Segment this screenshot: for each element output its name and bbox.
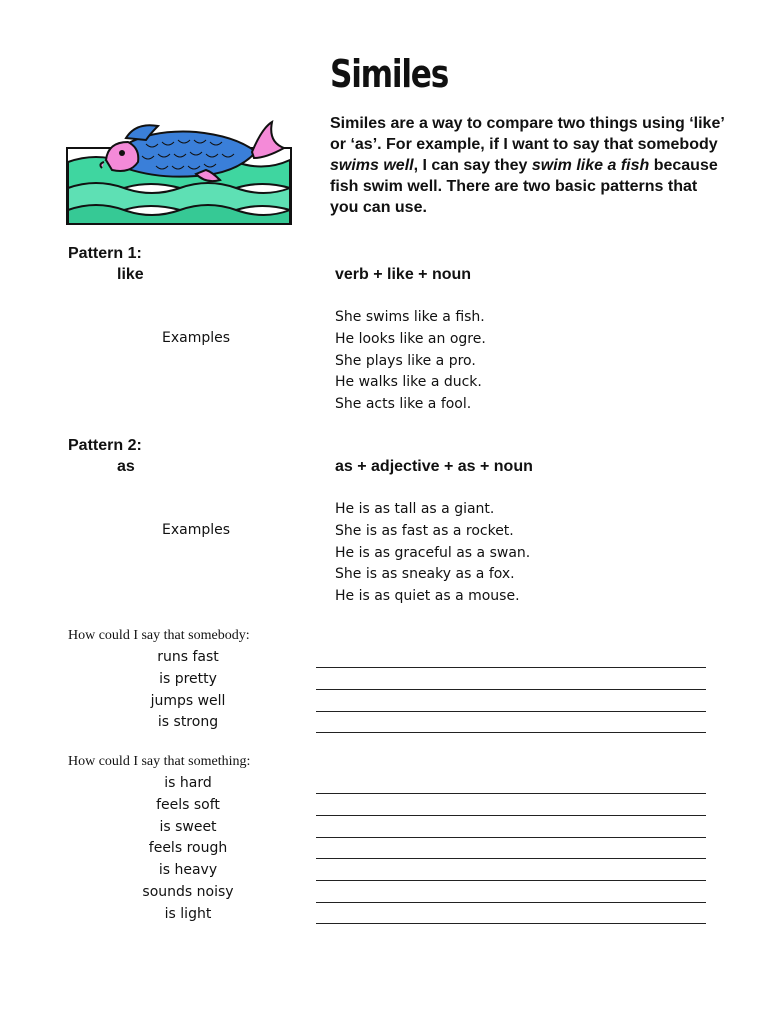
pattern1-examples-list (335, 307, 486, 416)
exercise-item: is light (164, 905, 212, 922)
exercise-item: is hard (164, 775, 212, 791)
answer-line[interactable] (316, 667, 706, 668)
pattern1-formula: verb + like + noun (335, 266, 472, 283)
example-sentence: He is as quiet as a mouse. (335, 588, 520, 605)
intro-paragraph (330, 113, 730, 218)
pattern2-formula: as + adjective + as + noun (335, 458, 533, 475)
example-sentence: She is as sneaky as a fox. (335, 566, 515, 583)
pattern2-keyword: as (117, 458, 135, 475)
answer-line[interactable] (316, 732, 706, 733)
answer-line[interactable] (316, 793, 706, 794)
answer-line[interactable] (316, 711, 706, 712)
exercise-item: runs fast (157, 649, 219, 665)
pattern1-heading: Pattern 1: (68, 245, 142, 262)
pattern1-keyword: like (117, 266, 144, 283)
example-sentence: She swims like a fish. (335, 309, 485, 325)
answer-line[interactable] (316, 815, 706, 816)
example-sentence: He walks like a duck. (335, 374, 482, 391)
exercise-item: is sweet (159, 818, 217, 835)
pattern2-examples-list (335, 499, 530, 608)
pattern2-examples-label: Examples (162, 522, 231, 538)
exercise1-items (68, 647, 308, 734)
page-title: Similes (330, 52, 449, 96)
pattern1-examples-label: Examples (162, 330, 231, 346)
example-sentence: He is as tall as a giant. (335, 501, 495, 517)
answer-line[interactable] (316, 689, 706, 690)
intro-text-3: because fish swim well. There are two basic patterns that you can use. (330, 157, 718, 216)
exercise-item: is heavy (158, 862, 218, 879)
exercise1-prompt: How could I say that somebody: (68, 628, 250, 643)
exercise-item: jumps well (150, 692, 226, 709)
intro-text-1: Similes are a way to compare two things using ‘like’ or ‘as’. For example, if I want to say that somebody (330, 115, 724, 153)
answer-line[interactable] (316, 923, 706, 924)
exercise-item: feels rough (148, 840, 228, 857)
intro-text-2: , I can say they (413, 157, 532, 174)
answer-line[interactable] (316, 902, 706, 903)
intro-italic-2: swim like a fish (531, 157, 650, 174)
example-sentence: He looks like an ogre. (335, 330, 486, 347)
example-sentence: She plays like a pro. (335, 352, 476, 369)
example-sentence: She acts like a fool. (335, 396, 472, 413)
intro-italic-1: swims well (330, 157, 414, 174)
example-sentence: She is as fast as a rocket. (335, 522, 514, 539)
fish-swimming-illustration (66, 118, 292, 226)
exercise-item: sounds noisy (142, 883, 234, 900)
exercise-item: feels soft (156, 796, 220, 813)
example-sentence: He is as graceful as a swan. (335, 544, 531, 561)
exercise-item: is strong (157, 714, 219, 731)
pattern2-heading: Pattern 2: (68, 437, 142, 454)
answer-line[interactable] (316, 837, 706, 838)
exercise2-items (68, 773, 308, 926)
exercise-item: is pretty (159, 670, 217, 687)
exercise2-prompt: How could I say that something: (68, 754, 251, 769)
answer-line[interactable] (316, 880, 706, 881)
answer-line[interactable] (316, 858, 706, 859)
